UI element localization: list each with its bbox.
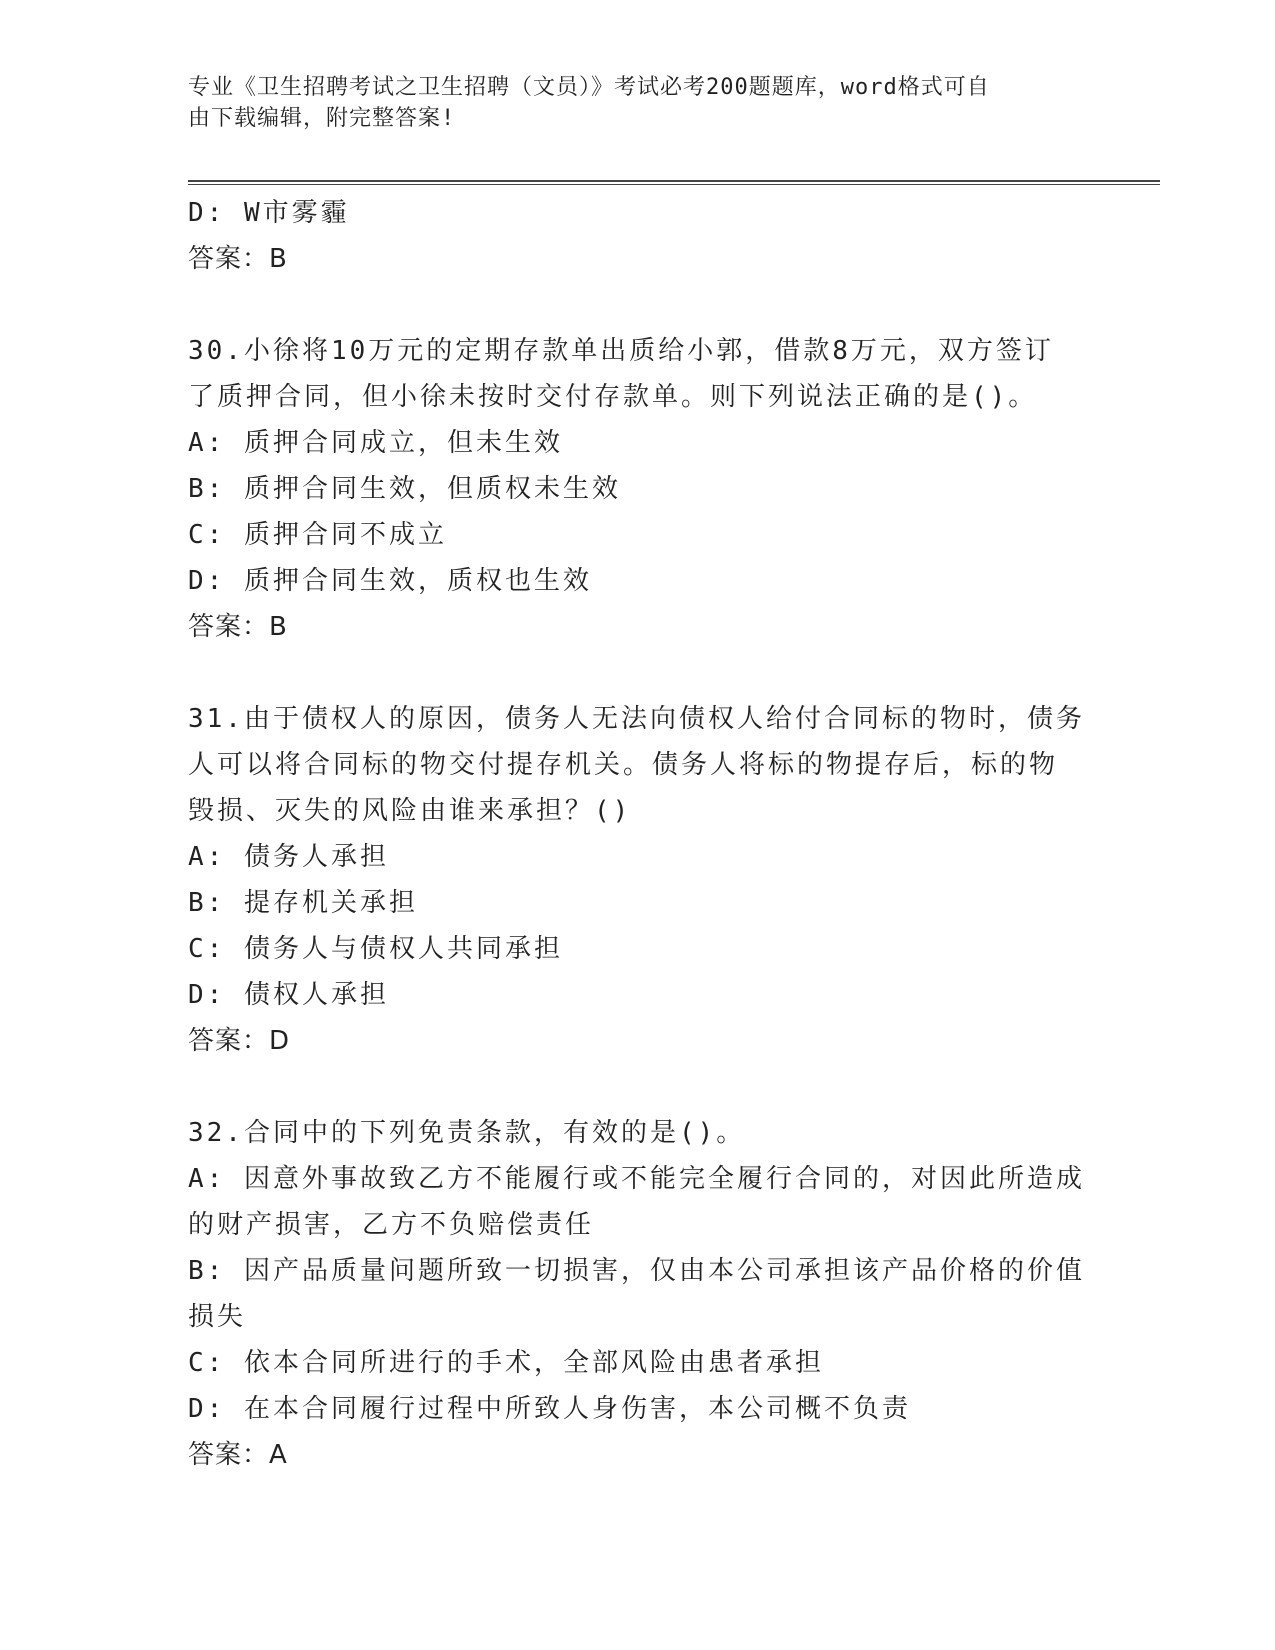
header-line-1: 专业《卫生招聘考试之卫生招聘（文员）》考试必考200题题库，word格式可自	[188, 75, 990, 100]
option-d: D: 质押合同生效，质权也生效	[188, 566, 592, 596]
question-list	[188, 190, 1088, 1478]
question-stem: 了质押合同，但小徐未按时交付存款单。则下列说法正确的是()。	[188, 382, 1038, 412]
answer: 答案：D	[188, 1026, 291, 1056]
option-c: C: 质押合同不成立	[188, 520, 447, 550]
question-stem: 人可以将合同标的物交付提存机关。债务人将标的物提存后，标的物	[188, 750, 1059, 780]
option-a: A: 质押合同成立，但未生效	[188, 428, 563, 458]
header-divider-thick	[188, 180, 1160, 182]
option-a-continued: 的财产损害，乙方不负赔偿责任	[188, 1210, 595, 1240]
document-header	[188, 72, 1068, 134]
answer: 答案：A	[188, 1440, 288, 1470]
question-30	[188, 328, 1088, 650]
header-line-2: 由下载编辑，附完整答案!	[188, 106, 456, 131]
option-c: C: 依本合同所进行的手术，全部风险由患者承担	[188, 1348, 824, 1378]
option-c: C: 债务人与债权人共同承担	[188, 934, 563, 964]
option-b: B: 提存机关承担	[188, 888, 418, 918]
spacer	[188, 650, 1088, 696]
option-b: B: 质押合同生效，但质权未生效	[188, 474, 621, 504]
answer: 答案：B	[188, 612, 288, 642]
option-a: A: 债务人承担	[188, 842, 389, 872]
option-d: D: 债权人承担	[188, 980, 389, 1010]
spacer	[188, 1064, 1088, 1110]
question-32	[188, 1110, 1088, 1478]
question-stem: 31.由于债权人的原因，债务人无法向债权人给付合同标的物时，债务	[188, 704, 1085, 734]
spacer	[188, 282, 1088, 328]
question-31	[188, 696, 1088, 1064]
previous-question-tail	[188, 190, 1088, 282]
option-d: D: W市雾霾	[188, 198, 350, 228]
header-divider-thin	[188, 184, 1160, 185]
option-b-continued: 损失	[188, 1302, 247, 1332]
question-stem: 30.小徐将10万元的定期存款单出质给小郭，借款8万元，双方签订	[188, 336, 1054, 366]
option-b: B: 因产品质量问题所致一切损害，仅由本公司承担该产品价格的价值	[188, 1256, 1085, 1286]
question-stem: 32.合同中的下列免责条款，有效的是()。	[188, 1118, 746, 1148]
answer: 答案：B	[188, 244, 288, 274]
question-stem: 毁损、灭失的风险由谁来承担？()	[188, 796, 632, 826]
option-a: A: 因意外事故致乙方不能履行或不能完全履行合同的，对因此所造成	[188, 1164, 1085, 1194]
option-d: D: 在本合同履行过程中所致人身伤害，本公司概不负责	[188, 1394, 911, 1424]
